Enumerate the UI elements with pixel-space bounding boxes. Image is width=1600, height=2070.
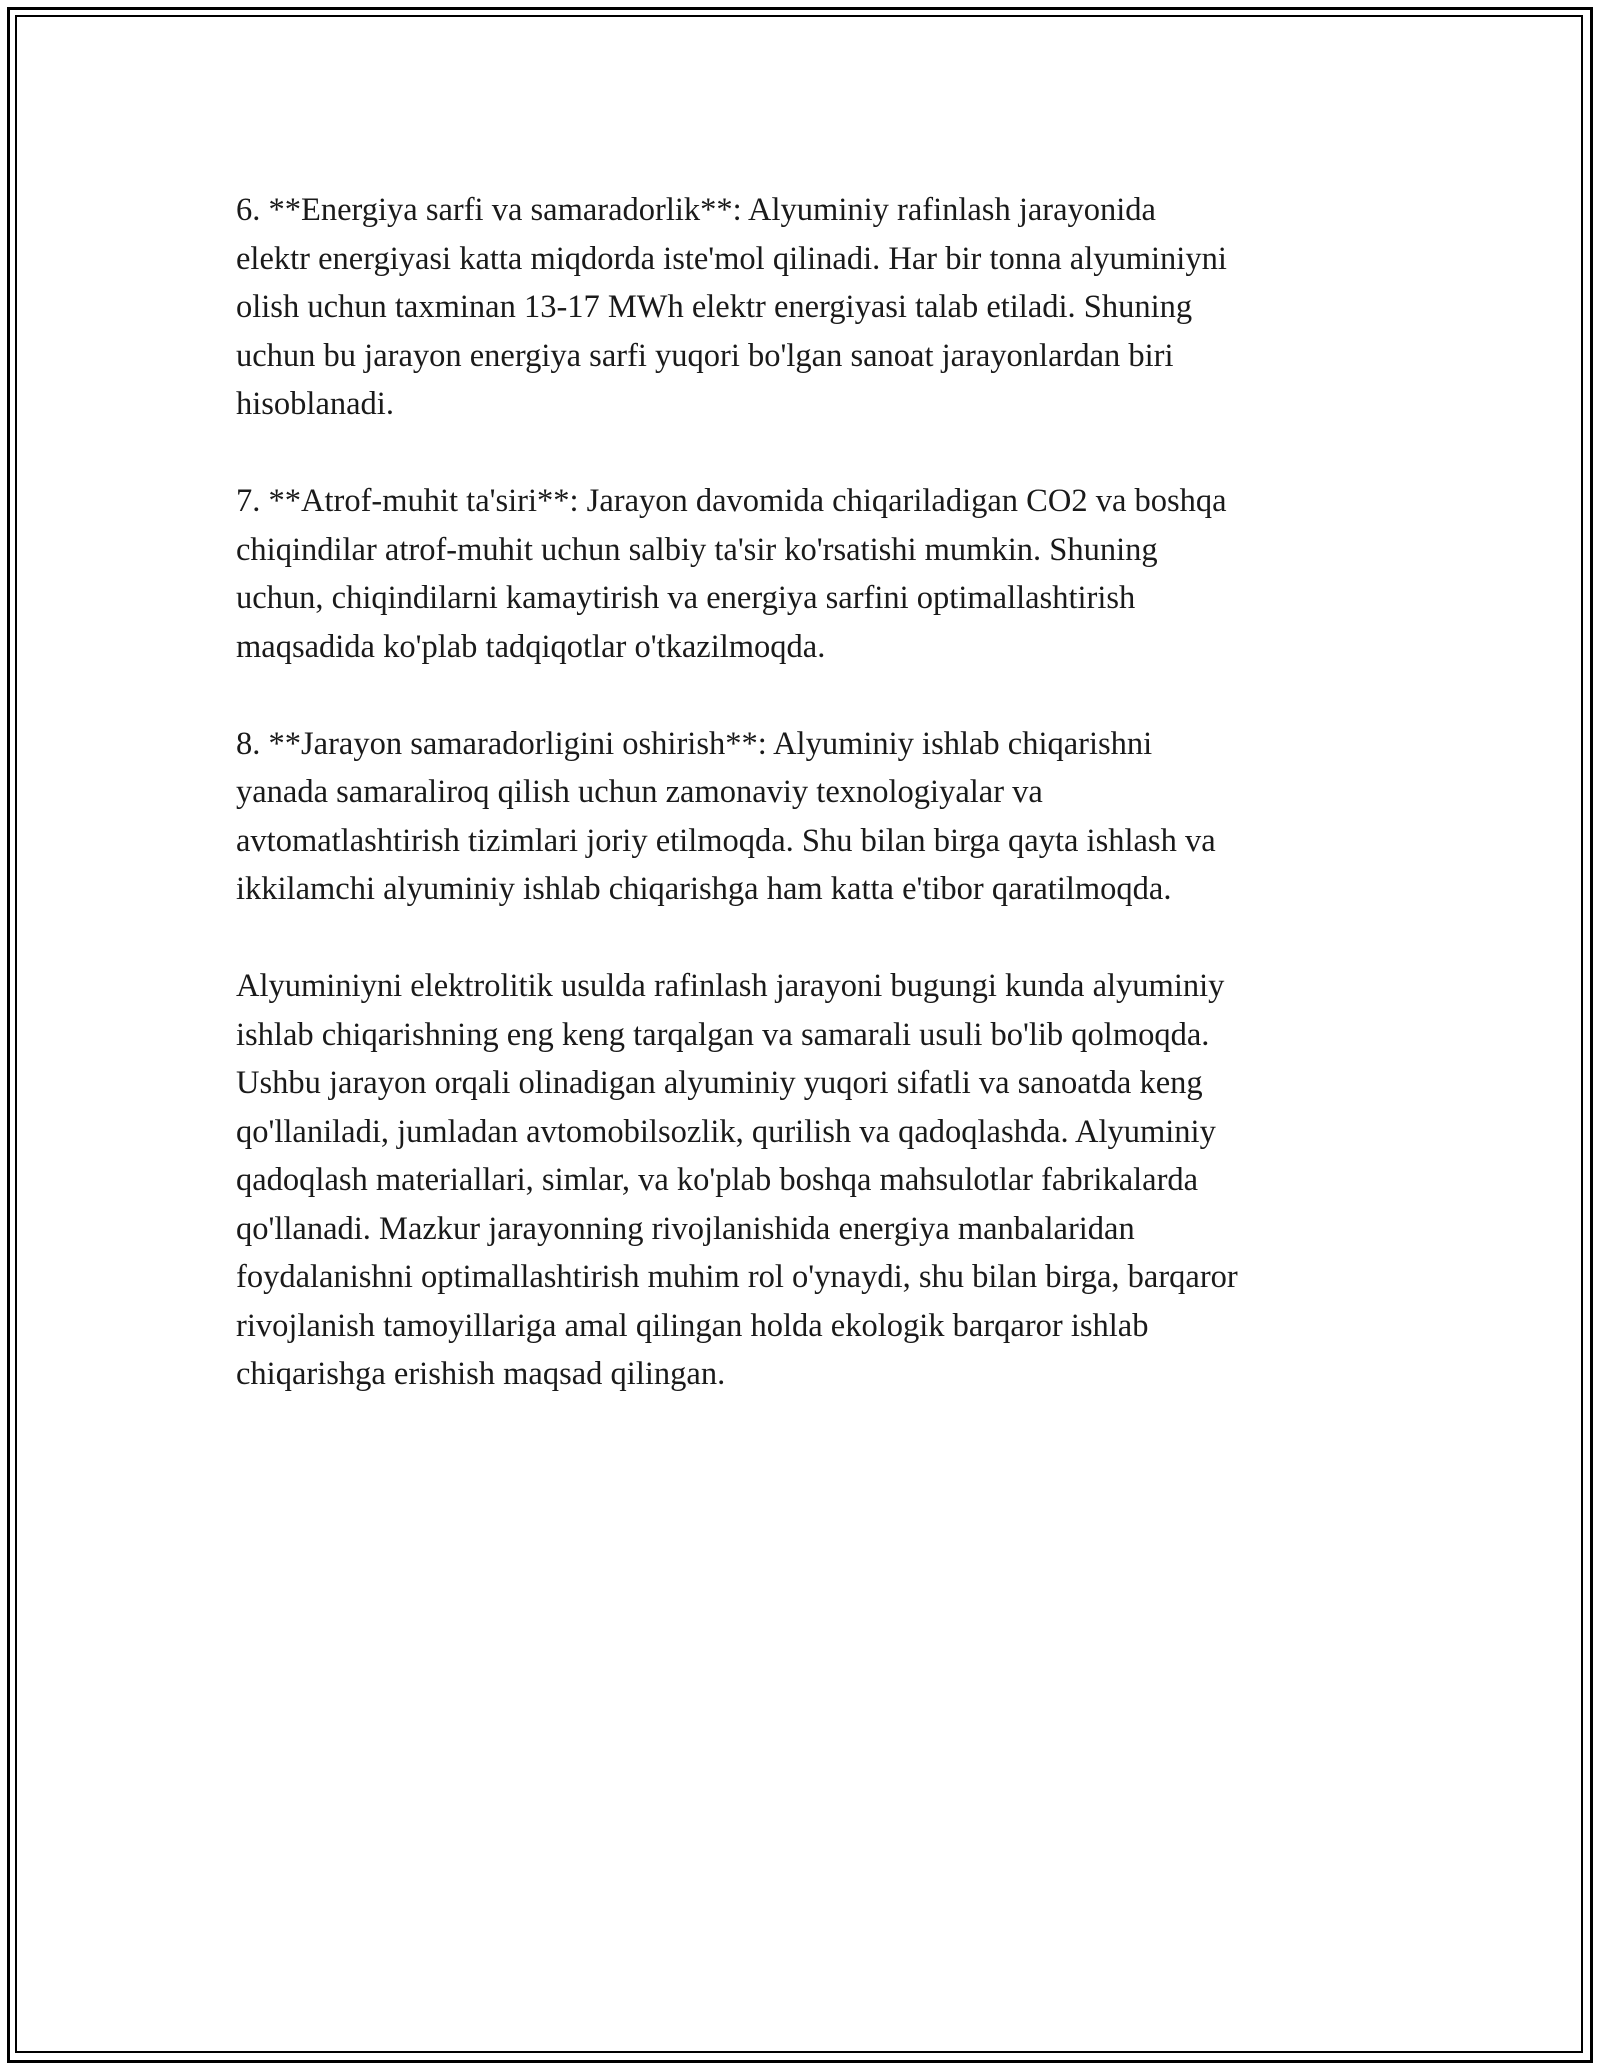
paragraph-conclusion: Alyuminiyni elektrolitik usulda rafinlash jarayoni bugungi kunda alyuminiy ishlab chiqarishning eng keng tarqalgan va samarali usuli bo'lib qolmoqda. Ushbu jarayon orqali olinadigan alyuminiy yuqori sifatli va sanoatda keng qo'llaniladi, jumladan avtomobilsozlik, qurilish va qadoqlashda. Alyuminiy qadoqlash materiallari, simlar, va ko'plab boshqa mahsulotlar fabrikalarda qo'llanadi. Mazkur jarayonning rivojlanishida energiya manbalaridan foydalanishni optimallashtirish muhim rol o'ynaydi, shu bilan birga, barqaror rivojlanish tamoyillariga amal qilingan holda ekologik barqaror ishlab chiqarishga erishish maqsad qilingan. [236, 968, 1238, 1392]
paragraph-energy-consumption: 6. **Energiya sarfi va samaradorlik**: Alyuminiy rafinlash jarayonida elektr energiyasi katta miqdorda iste'mol qilinadi. Har bir tonna alyuminiyni olish uchun taxminan 13-17 MWh elektr energiyasi talab etiladi. Shuning uchun bu jarayon energiya sarfi yuqori bo'lgan sanoat jarayonlardan biri hisoblanadi. [236, 192, 1227, 422]
paragraph-process-efficiency: 8. **Jarayon samaradorligini oshirish**: Alyuminiy ishlab chiqarishni yanada samaraliroq qilish uchun zamonaviy texnologiyalar va avtomatlashtirish tizimlari joriy etilmoqda. Shu bilan birga qayta ishlash va ikkilamchi alyuminiy ishlab chiqarishga ham katta e'tibor qaratilmoqda. [236, 725, 1216, 907]
paragraph-environmental-impact: 7. **Atrof-muhit ta'siri**: Jarayon davomida chiqariladigan CO2 va boshqa chiqindilar atrof-muhit uchun salbiy ta'sir ko'rsatishi mumkin. Shuning uchun, chiqindilarni kamaytirish va energiya sarfini optimallashtirish maqsadida ko'plab tadqiqotlar o'tkazilmoqda. [236, 483, 1227, 665]
document-body [236, 186, 1376, 1447]
